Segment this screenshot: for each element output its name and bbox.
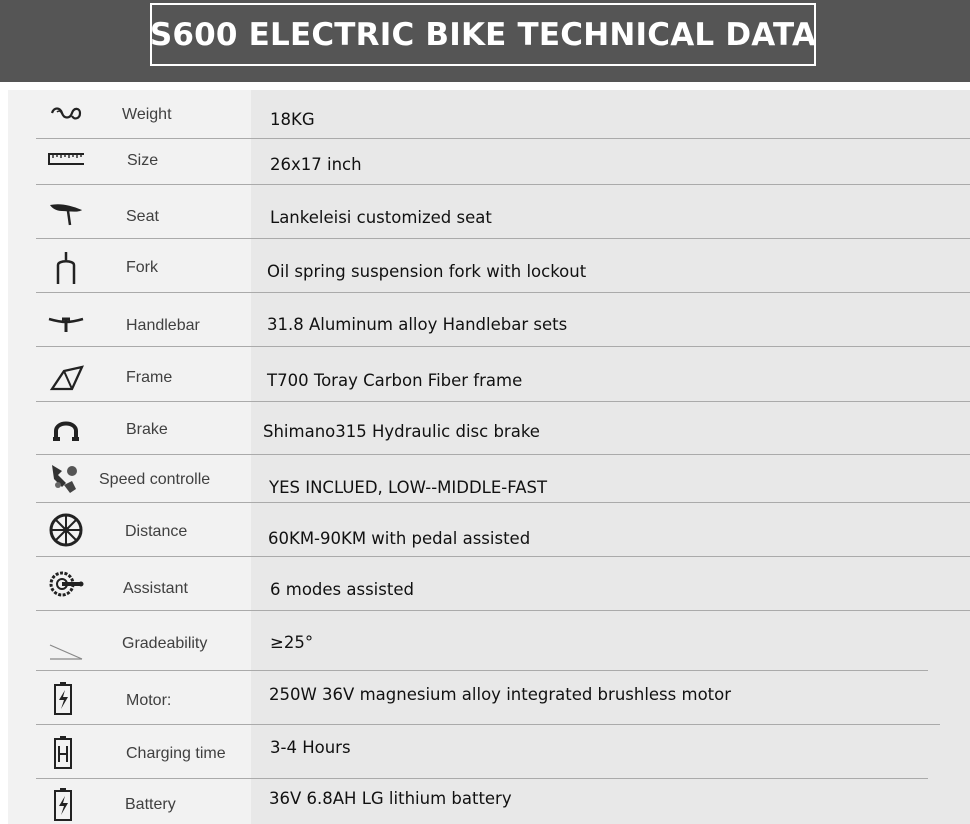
spec-label-gradeability: Gradeability: [122, 635, 208, 652]
spec-label-seat: Seat: [126, 208, 159, 225]
spec-label-assistant: Assistant: [123, 580, 188, 597]
row-divider: [36, 454, 970, 455]
spec-value-charging-time: 3-4 Hours: [270, 738, 351, 757]
row-divider: [36, 778, 928, 779]
spec-label-frame: Frame: [126, 369, 173, 386]
spec-value-motor: 250W 36V magnesium alloy integrated brushless motor: [269, 685, 732, 704]
speed-controller-icon: [46, 460, 86, 496]
battery-bolt-icon: [46, 786, 86, 822]
row-divider: [36, 292, 970, 293]
weight-icon: [46, 98, 86, 134]
spec-value-size: 26x17 inch: [270, 155, 362, 174]
spec-label-charging-time: Charging time: [126, 745, 226, 762]
spec-label-distance: Distance: [125, 523, 188, 540]
header-banner: [0, 0, 970, 82]
row-divider: [36, 724, 940, 725]
spec-value-frame: T700 Toray Carbon Fiber frame: [267, 371, 523, 390]
frame-icon: [46, 358, 86, 394]
value-column-background: [251, 90, 970, 824]
battery-h-icon: [46, 734, 86, 770]
spec-label-weight: Weight: [122, 106, 172, 123]
row-divider: [36, 184, 970, 185]
row-divider: [36, 238, 970, 239]
spec-value-handlebar: 31.8 Aluminum alloy Handlebar sets: [267, 315, 568, 334]
seat-icon: [46, 194, 86, 230]
spec-label-handlebar: Handlebar: [126, 317, 200, 334]
spec-value-seat: Lankeleisi customized seat: [270, 208, 492, 227]
handlebar-icon: [46, 304, 86, 340]
row-divider: [36, 670, 928, 671]
battery-bolt-icon: [46, 680, 86, 716]
spec-table: [8, 90, 970, 824]
row-divider: [36, 610, 970, 611]
spec-value-battery: 36V 6.8AH LG lithium battery: [269, 789, 512, 808]
crankset-icon: [46, 566, 86, 602]
spec-label-fork: Fork: [126, 259, 158, 276]
spec-value-distance: 60KM-90KM with pedal assisted: [268, 529, 531, 548]
spec-label-size: Size: [127, 152, 159, 169]
row-divider: [36, 502, 970, 503]
page-title: S600 ELECTRIC BIKE TECHNICAL DATA: [149, 16, 817, 53]
ruler-icon: [46, 142, 86, 178]
spec-label-battery: Battery: [125, 796, 176, 813]
spec-value-gradeability: ≥25°: [270, 633, 314, 652]
row-divider: [36, 401, 970, 402]
wheel-icon: [46, 512, 86, 548]
row-divider: [36, 556, 970, 557]
brake-icon: [46, 412, 86, 448]
title-box: [150, 3, 816, 66]
spec-label-brake: Brake: [126, 421, 168, 438]
spec-label-motor: Motor:: [126, 692, 172, 709]
slope-icon: [46, 628, 86, 664]
spec-value-weight: 18KG: [270, 110, 315, 129]
spec-label-speed-controlle: Speed controlle: [99, 471, 211, 488]
row-divider: [36, 346, 970, 347]
spec-value-brake: Shimano315 Hydraulic disc brake: [263, 422, 540, 441]
row-divider: [36, 138, 970, 139]
fork-icon: [46, 250, 86, 286]
spec-value-fork: Oil spring suspension fork with lockout: [267, 262, 587, 281]
spec-value-speed-controlle: YES INCLUED, LOW--MIDDLE-FAST: [269, 478, 548, 497]
spec-value-assistant: 6 modes assisted: [270, 580, 414, 599]
